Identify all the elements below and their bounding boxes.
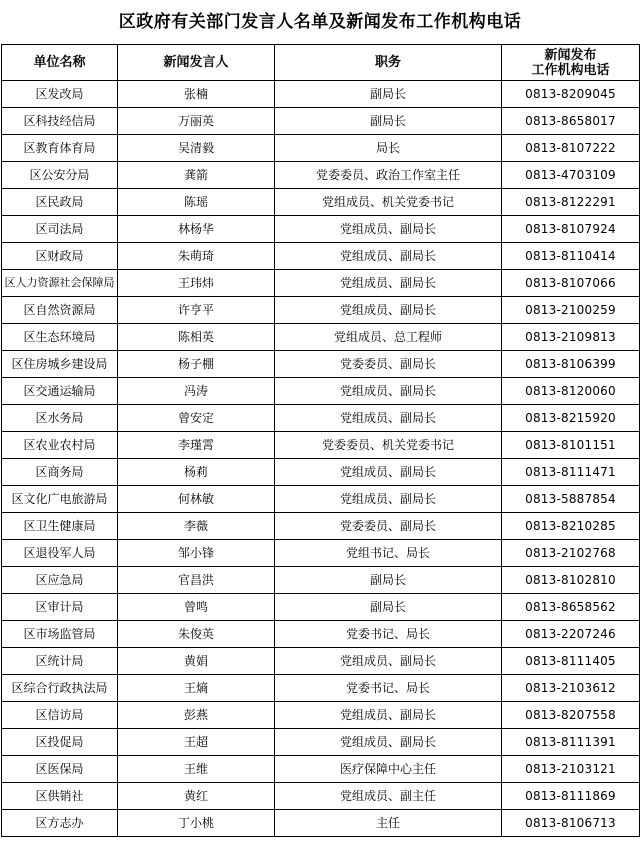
spokesperson-cell: 王超 — [118, 729, 275, 756]
phone-cell: 0813-8209045 — [502, 81, 640, 108]
spokesperson-cell: 吴清毅 — [118, 135, 275, 162]
unit-cell: 区司法局 — [2, 216, 118, 243]
phone-cell: 0813-8110414 — [502, 243, 640, 270]
spokesperson-cell: 王熵 — [118, 675, 275, 702]
unit-cell: 区信访局 — [2, 702, 118, 729]
position-cell: 党组成员、副局长 — [275, 405, 502, 432]
table-row — [2, 216, 640, 243]
table-row — [2, 513, 640, 540]
table-row — [2, 324, 640, 351]
unit-cell: 区教育体育局 — [2, 135, 118, 162]
phone-cell: 0813-8107066 — [502, 270, 640, 297]
table-row — [2, 783, 640, 810]
table-row — [2, 486, 640, 513]
phone-cell: 0813-8102810 — [502, 567, 640, 594]
unit-cell: 区发改局 — [2, 81, 118, 108]
position-cell: 副局长 — [275, 108, 502, 135]
position-cell: 副局长 — [275, 594, 502, 621]
unit-cell: 区文化广电旅游局 — [2, 486, 118, 513]
position-cell: 党委委员、副局长 — [275, 513, 502, 540]
phone-cell: 0813-8111405 — [502, 648, 640, 675]
phone-cell: 0813-8111869 — [502, 783, 640, 810]
phone-cell: 0813-8215920 — [502, 405, 640, 432]
phone-cell: 0813-8207558 — [502, 702, 640, 729]
table-row — [2, 405, 640, 432]
phone-cell: 0813-2103121 — [502, 756, 640, 783]
phone-cell: 0813-8106399 — [502, 351, 640, 378]
unit-cell: 区商务局 — [2, 459, 118, 486]
phone-cell: 0813-8101151 — [502, 432, 640, 459]
unit-cell: 区水务局 — [2, 405, 118, 432]
unit-cell: 区人力资源社会保障局 — [2, 270, 118, 297]
unit-cell: 区住房城乡建设局 — [2, 351, 118, 378]
position-cell: 党组成员、机关党委书记 — [275, 189, 502, 216]
spokesperson-table — [1, 44, 640, 837]
spokesperson-cell: 张楠 — [118, 81, 275, 108]
position-cell: 党委书记、局长 — [275, 675, 502, 702]
phone-cell: 0813-2100259 — [502, 297, 640, 324]
phone-cell: 0813-2109813 — [502, 324, 640, 351]
position-cell: 党委委员、政治工作室主任 — [275, 162, 502, 189]
unit-cell: 区生态环境局 — [2, 324, 118, 351]
table-row — [2, 81, 640, 108]
table-row — [2, 270, 640, 297]
table-header-row — [2, 45, 640, 81]
table-row — [2, 135, 640, 162]
spokesperson-cell: 林杨华 — [118, 216, 275, 243]
phone-cell: 0813-8111471 — [502, 459, 640, 486]
unit-cell: 区卫生健康局 — [2, 513, 118, 540]
position-cell: 党组成员、副局长 — [275, 297, 502, 324]
table-row — [2, 675, 640, 702]
table-row — [2, 567, 640, 594]
position-cell: 党组成员、副局长 — [275, 378, 502, 405]
spokesperson-cell: 万丽英 — [118, 108, 275, 135]
phone-cell: 0813-8658017 — [502, 108, 640, 135]
spokesperson-cell: 龚箭 — [118, 162, 275, 189]
unit-cell: 区自然资源局 — [2, 297, 118, 324]
unit-cell: 区民政局 — [2, 189, 118, 216]
phone-cell: 0813-8107222 — [502, 135, 640, 162]
table-row — [2, 648, 640, 675]
phone-cell: 0813-2207246 — [502, 621, 640, 648]
position-cell: 党委委员、副局长 — [275, 351, 502, 378]
table-row — [2, 243, 640, 270]
spokesperson-cell: 丁小桃 — [118, 810, 275, 837]
phone-cell: 0813-8658562 — [502, 594, 640, 621]
table-row — [2, 702, 640, 729]
table-row — [2, 459, 640, 486]
position-cell: 医疗保障中心主任 — [275, 756, 502, 783]
unit-cell: 区交通运输局 — [2, 378, 118, 405]
table-row — [2, 729, 640, 756]
spokesperson-cell: 朱萌琦 — [118, 243, 275, 270]
spokesperson-cell: 李薇 — [118, 513, 275, 540]
spokesperson-cell: 曾安定 — [118, 405, 275, 432]
unit-cell: 区投促局 — [2, 729, 118, 756]
position-cell: 党组成员、副局长 — [275, 243, 502, 270]
spokesperson-cell: 许亨平 — [118, 297, 275, 324]
column-header-spokesperson: 新闻发言人 — [118, 45, 275, 81]
spokesperson-cell: 官昌洪 — [118, 567, 275, 594]
table-row — [2, 621, 640, 648]
phone-cell: 0813-8122291 — [502, 189, 640, 216]
position-cell: 副局长 — [275, 567, 502, 594]
spokesperson-cell: 冯涛 — [118, 378, 275, 405]
unit-cell: 区科技经信局 — [2, 108, 118, 135]
spokesperson-cell: 王玮炜 — [118, 270, 275, 297]
spokesperson-cell: 朱俊英 — [118, 621, 275, 648]
unit-cell: 区综合行政执法局 — [2, 675, 118, 702]
position-cell: 党组成员、总工程师 — [275, 324, 502, 351]
spokesperson-cell: 杨子棚 — [118, 351, 275, 378]
position-cell: 党组成员、副局长 — [275, 459, 502, 486]
unit-cell: 区统计局 — [2, 648, 118, 675]
table-row — [2, 540, 640, 567]
spokesperson-cell: 彭燕 — [118, 702, 275, 729]
table-row — [2, 351, 640, 378]
position-cell: 党委委员、机关党委书记 — [275, 432, 502, 459]
table-row — [2, 810, 640, 837]
spokesperson-cell: 黄娟 — [118, 648, 275, 675]
column-header-phone: 新闻发布 工作机构电话 — [502, 45, 640, 81]
position-cell: 党委书记、局长 — [275, 621, 502, 648]
table-row — [2, 189, 640, 216]
position-cell: 党组成员、副局长 — [275, 216, 502, 243]
column-header-unit: 单位名称 — [2, 45, 118, 81]
phone-cell: 0813-8107924 — [502, 216, 640, 243]
spokesperson-cell: 黄红 — [118, 783, 275, 810]
unit-cell: 区公安分局 — [2, 162, 118, 189]
table-row — [2, 756, 640, 783]
unit-cell: 区应急局 — [2, 567, 118, 594]
phone-cell: 0813-2103612 — [502, 675, 640, 702]
spokesperson-cell: 李瑾霄 — [118, 432, 275, 459]
unit-cell: 区审计局 — [2, 594, 118, 621]
page-title: 区政府有关部门发言人名单及新闻发布工作机构电话 — [118, 12, 522, 32]
spokesperson-cell: 陈相英 — [118, 324, 275, 351]
spokesperson-cell: 曾鸣 — [118, 594, 275, 621]
spokesperson-cell: 陈瑶 — [118, 189, 275, 216]
table-row — [2, 297, 640, 324]
position-cell: 党组书记、局长 — [275, 540, 502, 567]
phone-cell: 0813-5887854 — [502, 486, 640, 513]
phone-cell: 0813-2102768 — [502, 540, 640, 567]
table-row — [2, 162, 640, 189]
unit-cell: 区医保局 — [2, 756, 118, 783]
unit-cell: 区退役军人局 — [2, 540, 118, 567]
position-cell: 党组成员、副局长 — [275, 729, 502, 756]
phone-cell: 0813-8120060 — [502, 378, 640, 405]
position-cell: 党组成员、副主任 — [275, 783, 502, 810]
table-row — [2, 432, 640, 459]
spokesperson-cell: 王维 — [118, 756, 275, 783]
table-row — [2, 108, 640, 135]
spokesperson-cell: 杨莉 — [118, 459, 275, 486]
phone-cell: 0813-4703109 — [502, 162, 640, 189]
position-cell: 副局长 — [275, 81, 502, 108]
unit-cell: 区财政局 — [2, 243, 118, 270]
position-cell: 党组成员、副局长 — [275, 648, 502, 675]
unit-cell: 区供销社 — [2, 783, 118, 810]
table-row — [2, 594, 640, 621]
phone-cell: 0813-8210285 — [502, 513, 640, 540]
spokesperson-cell: 邹小锋 — [118, 540, 275, 567]
spokesperson-cell: 何林敏 — [118, 486, 275, 513]
phone-cell: 0813-8106713 — [502, 810, 640, 837]
column-header-position: 职务 — [275, 45, 502, 81]
position-cell: 党组成员、副局长 — [275, 270, 502, 297]
unit-cell: 区方志办 — [2, 810, 118, 837]
position-cell: 局长 — [275, 135, 502, 162]
position-cell: 主任 — [275, 810, 502, 837]
phone-cell: 0813-8111391 — [502, 729, 640, 756]
position-cell: 党组成员、副局长 — [275, 486, 502, 513]
table-row — [2, 378, 640, 405]
position-cell: 党组成员、副局长 — [275, 702, 502, 729]
unit-cell: 区农业农村局 — [2, 432, 118, 459]
unit-cell: 区市场监管局 — [2, 621, 118, 648]
table-body — [2, 81, 640, 837]
